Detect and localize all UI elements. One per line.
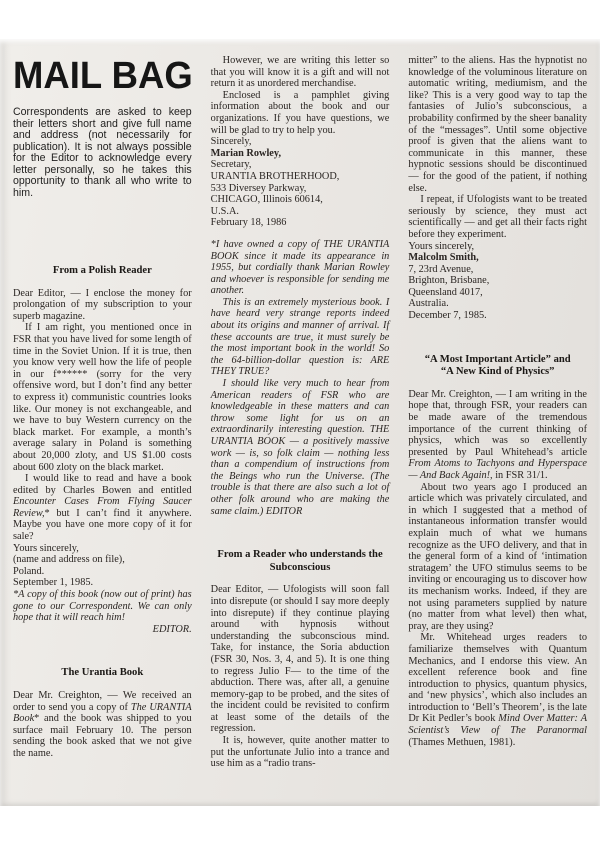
- signature-line: 7, 23rd Avenue,: [408, 263, 474, 275]
- signature-line: September 1, 1985.: [13, 577, 94, 589]
- text-run: I would like to read and have a book edited by Charles Bowen and entitled: [13, 473, 192, 496]
- signature-line: Secretary,: [210, 159, 252, 171]
- signature-line: CHICAGO, Illinois 60614,: [210, 194, 323, 206]
- text-run: Dear Editor, — I enclose the money for prolongation of my subscription to your superb magazine.: [13, 287, 192, 322]
- letter-paragraph: [408, 632, 587, 748]
- magazine-title: MAIL BAG: [13, 55, 193, 97]
- letter-paragraph: [211, 378, 390, 517]
- signature-line: Poland.: [13, 565, 45, 577]
- text-run: Dear Mr. Creighton, — We received an order to send you a copy of: [13, 690, 192, 713]
- text-run: * but I can’t find it anywhere. Maybe you have one more copy of it for sale?: [13, 507, 192, 543]
- letter-paragraph: [13, 690, 192, 760]
- text-run: Enclosed is a pamphlet giving information about the book and our organizations. If you have questions, we will be glad to try to help you.: [210, 89, 390, 136]
- letter-paragraph: [211, 584, 390, 735]
- spacer: [408, 322, 587, 340]
- right-column: [408, 55, 587, 770]
- text-run: *I have owned a copy of THE URANTIA BOOK since it made its appearance in 1955, but cordially thank Marian Rowley and whoever is responsible for sending me another.: [210, 238, 390, 297]
- signature-line: Malcolm Smith,: [408, 252, 479, 264]
- text-run: Mr. Whitehead urges readers to familiarize themselves with Quantum Mechanics, and I endorse this view. An excellent reference book and fine introduction to physics, quantum physics, and ‘new physics’, which also includes an introduction to ‘Bell’s Theorem’, is the late Dr Kit Pedler’s book: [408, 632, 588, 725]
- letter-paragraph: [13, 288, 192, 323]
- signature-line: 533 Diversey Parkway,: [210, 182, 307, 194]
- signature-line: (name and address on file),: [13, 554, 125, 566]
- signature-line: Yours sincerely,: [13, 542, 79, 554]
- text-run: Encounter Cases From Flying Saucer Review,: [13, 496, 192, 519]
- text-run: (Thames Methuen, 1981).: [408, 736, 516, 748]
- text-run: *A copy of this book (now out of print) has gone to our Correspondent. We can only hope that it will reach him!: [13, 589, 192, 624]
- signature-line: U.S.A.: [210, 205, 239, 217]
- signature-line: Yours sincerely,: [408, 240, 475, 252]
- signature-line: February 18, 1986: [210, 217, 287, 229]
- letter-paragraph: [408, 194, 587, 240]
- text-run: Mind Over Matter: A Scientist’s View of The Paranormal: [408, 713, 588, 737]
- left-column: [13, 55, 192, 770]
- intro-paragraph: Correspondents are asked to keep their letters short and give full name and address (not necessarily for publication). It is not always possible for the Editor to acknowledge every letter personally, so he takes this opportunity to thank all who write to him.: [13, 106, 192, 199]
- section-heading: The Urantia Book: [61, 667, 144, 679]
- text-run: mitter” to the aliens. Has the hypnotist no knowledge of the voluminous literature on automatic writing, mediumism, and the like? This is a very good way to tap the fantasies of Julio’s subconscious, a probability confirmed by the sheer banality of the “messages”. Until some objective proof is given that the aliens want to communicate in this manner, these hypnotic sessions should be discontinued — for the good of the patient, if nothing else.: [408, 55, 588, 194]
- signature-line: Marian Rowley,: [210, 147, 282, 159]
- spacer: [211, 229, 390, 239]
- letter-paragraph: [211, 297, 390, 378]
- letter-paragraph: [13, 473, 192, 543]
- letter-paragraph: [13, 589, 192, 624]
- middle-column: [211, 55, 390, 770]
- letter-paragraph: [211, 239, 390, 297]
- text-run: However, we are writing this letter so that you will know it is a gift and will not return it as unordered merchandise.: [210, 55, 390, 90]
- letter-paragraph: [211, 735, 390, 770]
- section-heading: From a Polish Reader: [52, 265, 152, 276]
- letter-paragraph: [408, 482, 587, 633]
- letter-paragraph: [408, 389, 587, 482]
- text-run: About two years ago I produced an article which was privately circulated, and in which I suggested that a method of instantaneous information transfer would explain much of what we humans recognize as the UFO delivery, and that in the general form of a kind of ‘intimation stratagem’ the UFO stimulus seems to be inviting or encouraging us to discover how its mechanism works. Indeed, if they are not using parameters supplied by nature (no matter from what level) then what, pray, are they using?: [408, 481, 588, 632]
- text-run: The URANTIA Book: [13, 701, 192, 725]
- text-run: Dear Mr. Creighton, — I am writing in the hope that, through FSR, your readers can be made aware of the tremendous importance of the current thinking of physics, which was so excellently presented by Paul Whitehead’s article: [408, 388, 588, 458]
- signature-line: December 7, 1985.: [408, 310, 487, 322]
- signature-line: Brighton, Brisbane,: [408, 275, 490, 287]
- letter-paragraph: [408, 55, 587, 194]
- magazine-page: [0, 39, 600, 806]
- text-run: If I am right, you mentioned once in FSR that you have lived for some length of time in the Soviet Union. If it is true, then you know very well how the life of people in our f****** (sorry for the very offensive word, but I don’t find any better to express it) communistic countries looks like. Our money is not exchangeable, and we have to buy Western currency on the black market. For example, a month’s average salary in Poland is something about 20,000 zloty, and US $1.00 costs about 600 zloty on the black market.: [13, 322, 192, 473]
- text-run: in FSR 31/1.: [492, 470, 548, 481]
- text-run: It is, however, quite another matter to put the unfortunate Julio into a trance and use him as a “radio trans-: [210, 735, 390, 770]
- section-heading: From a Reader who understands the Subconscious: [217, 549, 383, 573]
- spacer: [13, 199, 192, 251]
- letter-paragraph: [211, 55, 390, 90]
- text-run: From Atoms to Tachyons and Hyperspace — And Back Again!,: [408, 458, 588, 481]
- text-run: I repeat, if Ufologists want to be treated seriously by science, they must act scientifically — and get all their facts right before they experiment.: [408, 194, 588, 240]
- letter-paragraph: [13, 322, 192, 473]
- signature-line: Australia.: [408, 298, 449, 310]
- section-heading: “A Most Important Article” and “A New Kind of Physics”: [424, 353, 571, 378]
- text-run: * and the book was shipped to you surface mail February 10. The person sending the book asked that we not give the name.: [13, 713, 192, 759]
- signature-line: Sincerely,: [210, 136, 252, 148]
- text-run: This is an extremely mysterious book. I have heard very strange reports indeed about its origins and manner of arrival. If these accounts are true, it must surely be the most important book in the world! So the 64-billion-dollar question is: ARE THEY TRUE?: [210, 296, 390, 378]
- text-run: Dear Editor, — Ufologists will soon fall into disrepute (or should I say more deeply into disrepute) if they continue playing around with hypnosis without understanding the subconscious mind. Take, for instance, the Soria abduction (FSR 30, Nos. 3, 4, and 5). It is one thing to regress Julio F— to the time of the abduction. There was, after all, a genuine memory-gap to be probed, and the sites of the incident could be revisited to confirm at least some of the details of the regression.: [210, 584, 390, 735]
- text-run: I should like very much to hear from American readers of FSR who are knowledgeable in these matters and can throw some light for us on an extraordinarily interesting question. THE URANTIA BOOK — a positively massive work — is, so folk claim — nothing less than a compendium of instructions from the Beings who run the Universe. (The trouble is that there are also such a lot of other folk around who are making the same claim.) EDITOR: [210, 378, 390, 517]
- spacer: [211, 517, 390, 535]
- page-columns: [0, 39, 600, 770]
- signature-line: URANTIA BROTHERHOOD,: [210, 170, 340, 182]
- signature-line: Queensland 4017,: [408, 286, 483, 298]
- letter-paragraph: [211, 90, 390, 136]
- editor-signoff: EDITOR.: [152, 623, 192, 635]
